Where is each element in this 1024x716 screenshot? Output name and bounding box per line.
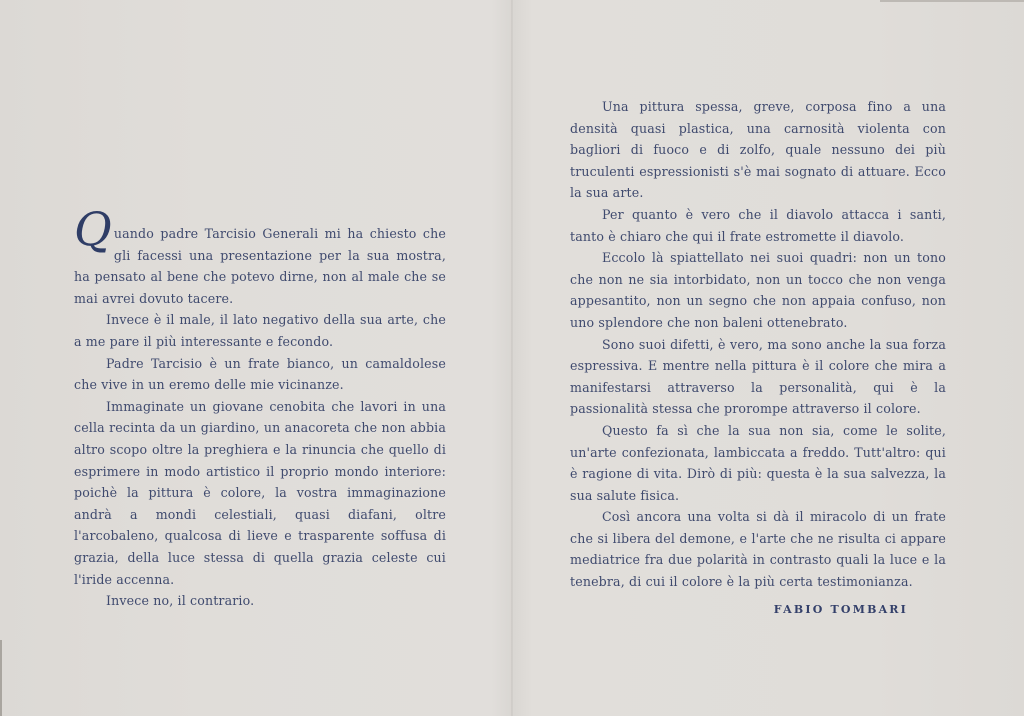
paragraph: Eccolo là spiattellato nei suoi quadri: non un tono che non ne sia intorbidato, non un tocco che non venga appesantito, non un segno che non appaia confuso, non uno splendore che non baleni ottenebrato. [570,250,946,330]
paragraph: Invece no, il contrario. [106,593,255,609]
paragraph [74,202,446,309]
left-page [74,202,446,612]
paragraph: Questo fa sì che la sua non sia, come le solite, un'arte confezionata, lambiccata a freddo. Tutt'altro: qui è ragione di vita. Dirò di più: questa è la sua salvezza, la sua salute fisica. [570,422,946,503]
paragraph: Immaginate un giovane cenobita che lavori in una cella recinta da un giardino, un anacoreta che non abbia altro scopo oltre la preghiera e la rinuncia che quello di esprimere in modo artistico il proprio mondo interiore: poichè la pittura è colore, la vostra immaginazione andrà a mondi celestiali, quasi diafani, oltre l'arcobaleno, qualcosa di lieve e trasparente soffusa di grazia, della luce stessa di quella grazia celeste cui l'iride accenna. [74,398,446,587]
paragraph: Invece è il male, il lato negativo della sua arte, che a me pare il più interessante e fecondo. [74,312,446,349]
right-page [570,96,946,620]
author-signature: FABIO TOMBARI [773,602,908,616]
paragraph: Così ancora una volta si dà il miracolo di un frate che si libera del demone, e l'arte che ne risulta ci appare mediatrice fra due polarità in contrasto quali la luce e la tenebra, di cui il colore è la più certa testimonianza. [570,509,946,590]
paragraph: Una pittura spessa, greve, corposa fino a una densità quasi plastica, una carnosità violenta con bagliori di fuoco e di zolfo, quale nessuno dei più truculenti espressionisti s'è mai sognato di attuare. Ecco la sua arte. [570,99,946,201]
paragraph: Padre Tarcisio è un frate bianco, un camaldolese che vive in un eremo delle mie vicinanze. [74,355,446,393]
paper-edge-shadow [0,640,2,716]
paragraph-text: uando padre Tarcisio Generali mi ha chiesto che gli facessi una presentazione per la sua mostra, ha pensato al bene che potevo dirne, non al male che se mai avrei dovuto tacere. [74,226,446,306]
paragraph: Per quanto è vero che il diavolo attacca i santi, tanto è chiaro che qui il frate estromette il diavolo. [570,206,946,244]
paper-edge-shadow [880,0,1024,2]
paragraph: Sono suoi difetti, è vero, ma sono anche la sua forza espressiva. E mentre nella pittura è il colore che mira a manifestarsi attraverso la personalità, qui è la passionalità stessa che prorompe attraverso il colore. [570,336,946,417]
center-fold [511,0,513,716]
drop-cap: Q [74,202,112,256]
